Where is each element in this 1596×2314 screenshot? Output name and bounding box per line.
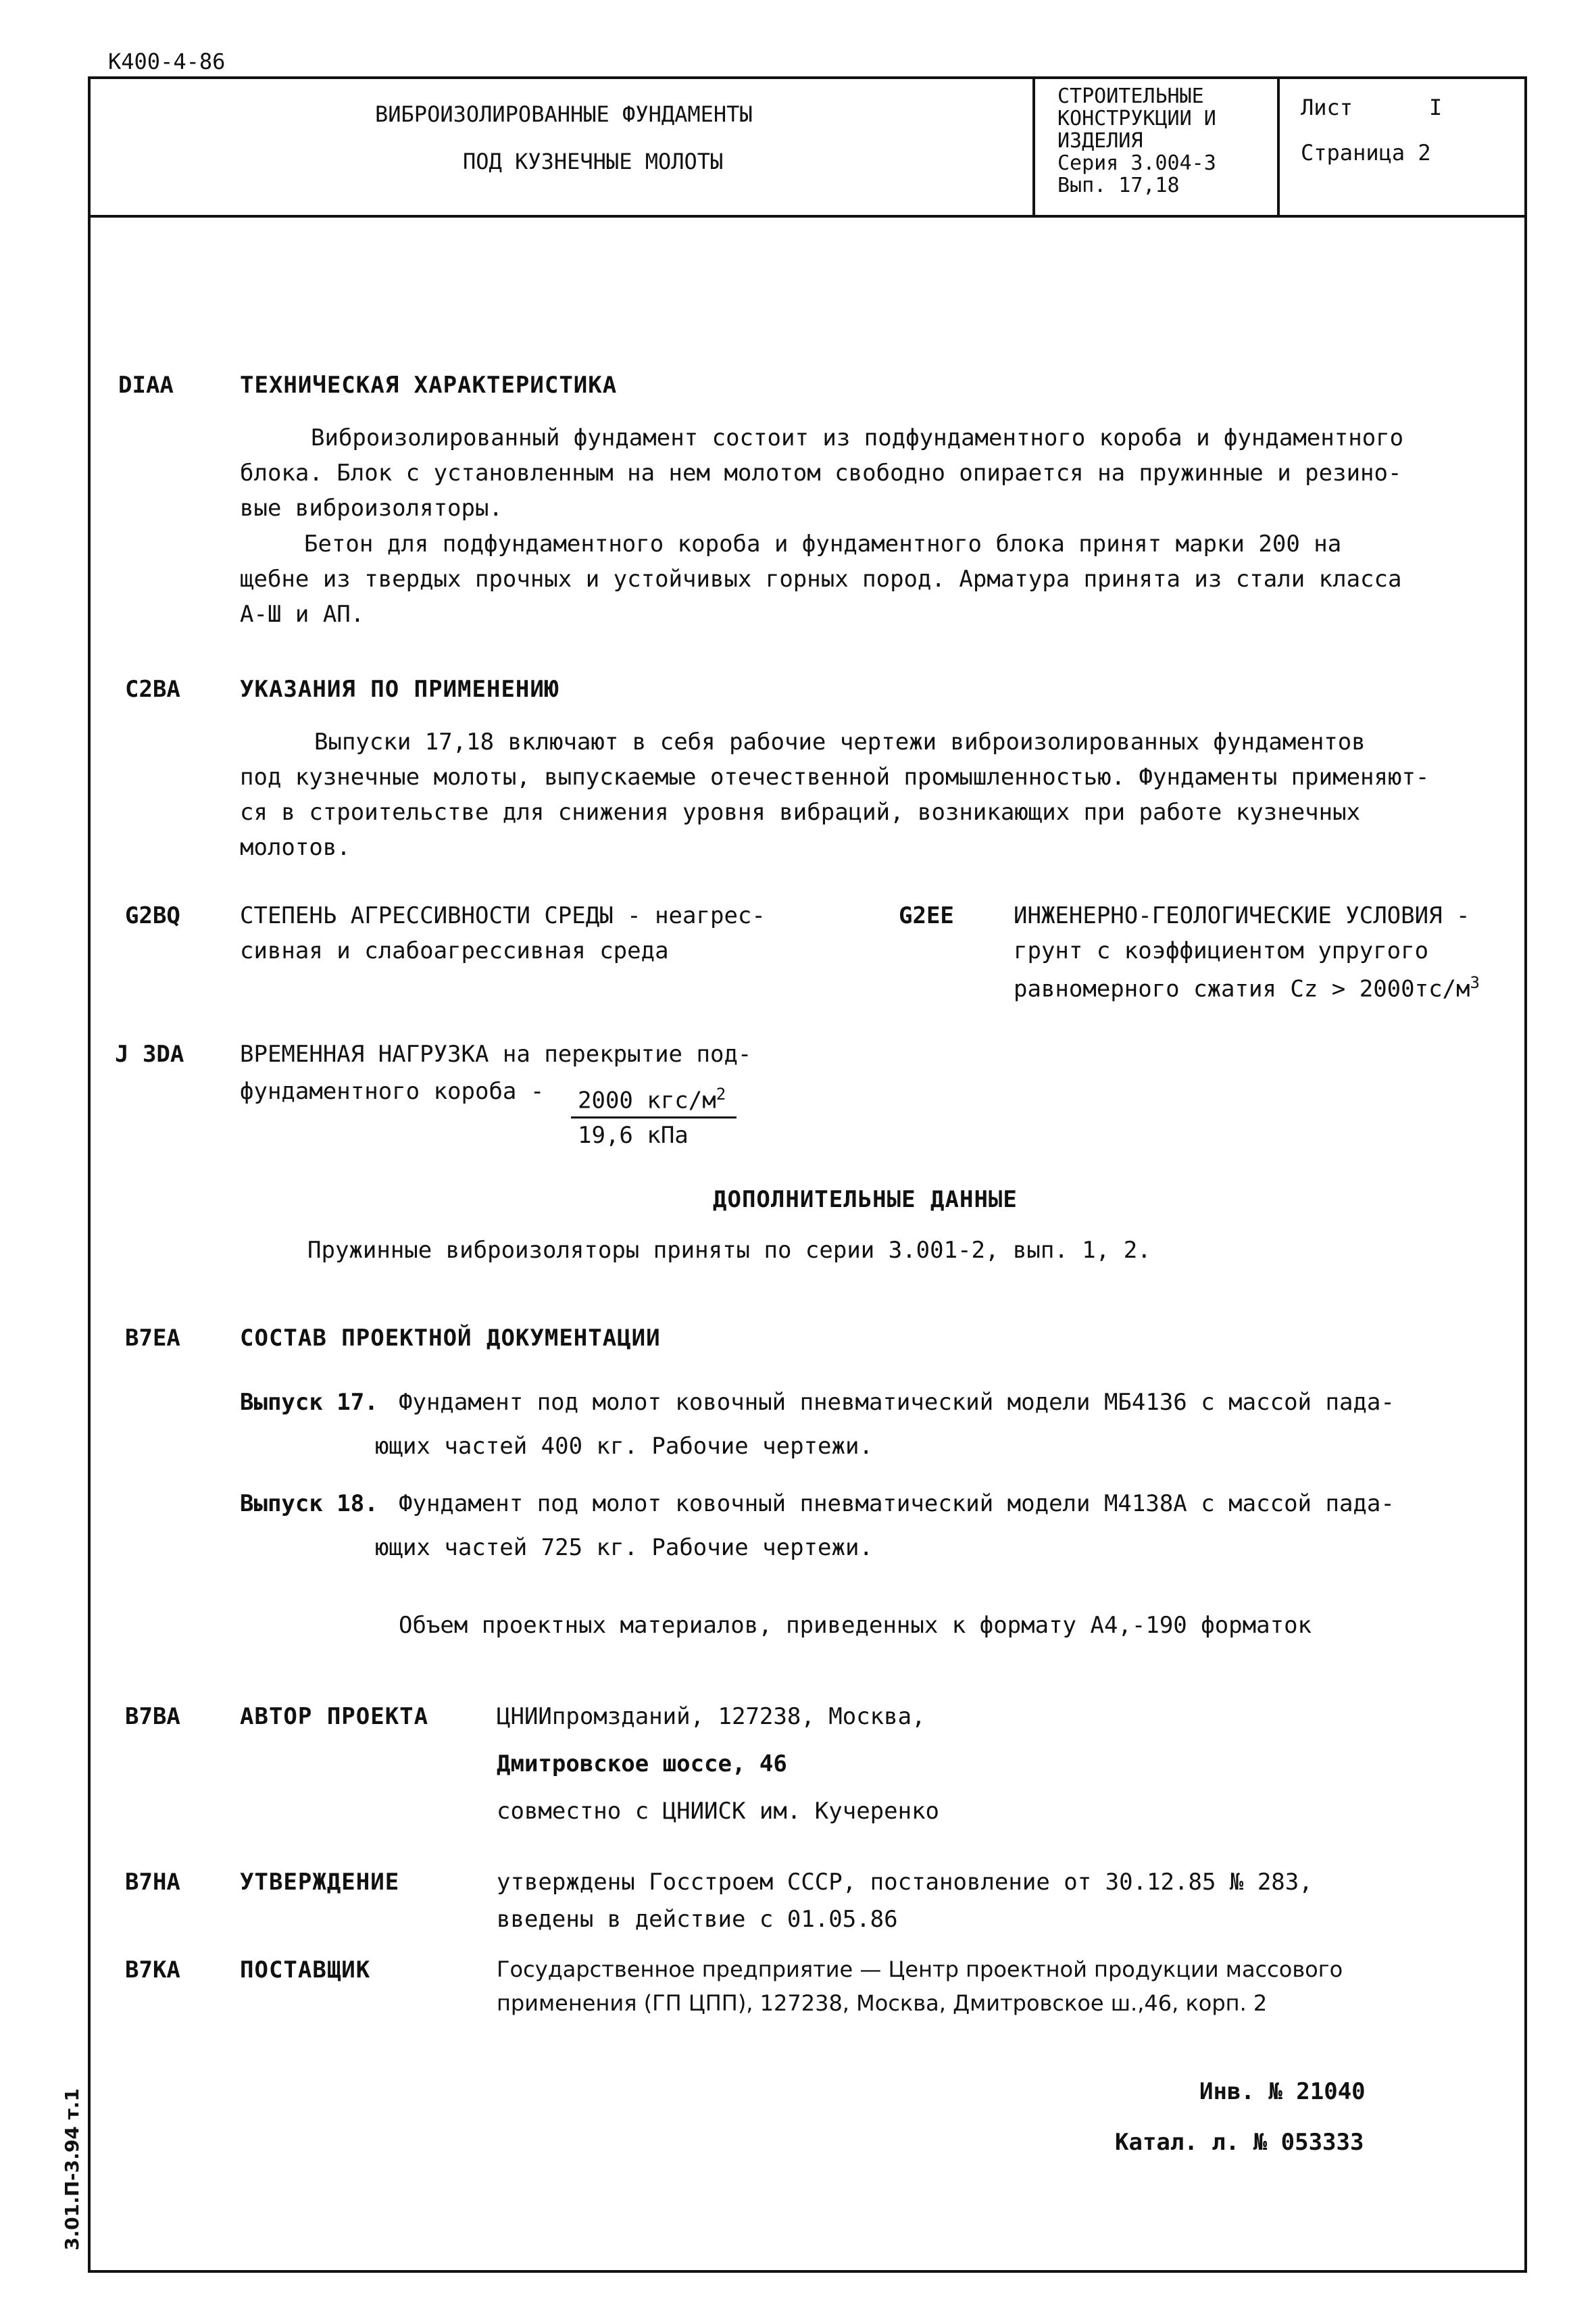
sheet-value: I [1429,95,1443,120]
extra-line: Пружинные виброизоляторы приняты по серии 3.001-2, вып. 1, 2. [307,1237,1151,1264]
header-divider-2 [1277,76,1280,216]
header-divider [88,215,1527,218]
tech-code: DIAA [118,372,174,399]
page-frame [88,76,1527,2273]
tech-line-5: щебне из твердых прочных и устойчивых горных пород. Арматура принята из стали класса [240,566,1402,593]
tech-line-4: Бетон для подфундаментного короба и фундаментного блока принят марки 200 на [304,531,1342,558]
approval-code: B7HA [125,1869,180,1896]
supplier-label: ПОСТАВЩИК [240,1956,371,1984]
header-series-line3: ИЗДЕЛИЯ [1057,129,1143,153]
load-code: J 3DA [115,1041,184,1068]
issue18-line-2: ющих частей 725 кг. Рабочие чертежи. [375,1534,873,1561]
load-fraction-bar [571,1116,737,1118]
volume-line: Объем проектных материалов, приведенных к формату А4,-190 форматок [399,1612,1312,1639]
tech-line-3: вые виброизоляторы. [240,495,503,522]
load-denominator: 19,6 кПа [578,1122,689,1149]
supplier-line-1: Государственное предприятие — Центр проектной продукции массового [497,1956,1343,1982]
issue17-label: Выпуск 17. [240,1389,378,1416]
inventory-number: Инв. № 21040 [1199,2078,1366,2105]
usage-line-1: Выпуски 17,18 включают в себя рабочие чертежи виброизолированных фундаментов [314,729,1366,756]
usage-line-3: ся в строительстве для снижения уровня вибраций, возникающих при работе кузнечных [240,799,1361,826]
tech-line-1: Виброизолированный фундамент состоит из подфундаментного короба и фундаментного [311,424,1404,451]
header-series-line4: Серия 3.004-3 [1057,151,1216,175]
usage-code: C2BA [125,676,180,703]
header-title-line2: ПОД КУЗНЕЧНЫЕ МОЛОТЫ [463,149,724,174]
geo-line-3 [1014,973,1480,1002]
tech-line-2: блока. Блок с установленным на нем молотом свободно опирается на пружинные и резино- [240,460,1402,487]
load-line-2: фундаментного короба - [240,1078,545,1105]
author-line-3: совместно с ЦНИИСК им. Кучеренко [497,1798,940,1825]
page-label: Страница 2 [1301,140,1431,166]
usage-line-2: под кузнечные молоты, выпускаемые отечественной промышленностью. Фундаменты применяют- [240,764,1430,791]
extra-title: ДОПОЛНИТЕЛЬНЫЕ ДАННЫЕ [713,1186,1018,1213]
approval-line-2: введены в действие с 01.05.86 [497,1906,898,1933]
usage-line-4: молотов. [240,834,351,861]
header-series-line2: КОНСТРУКЦИИ И [1057,107,1216,130]
docs-code: B7EA [125,1325,180,1352]
load-numerator [578,1085,726,1114]
side-stamp: 3.01.П-3.94 т.1 [61,2088,83,2250]
author-line-1: ЦНИИпромзданий, 127238, Москва, [497,1703,926,1730]
issue17-line-1: Фундамент под молот ковочный пневматический модели МБ4136 с массой пада- [399,1389,1395,1416]
issue17-line-2: ющих частей 400 кг. Рабочие чертежи. [375,1433,873,1460]
load-numerator-sup: 2 [716,1085,726,1104]
header-title-line1: ВИБРОИЗОЛИРОВАННЫЕ ФУНДАМЕНТЫ [375,101,753,127]
header-series-line1: СТРОИТЕЛЬНЫЕ [1057,84,1204,108]
sheet-label: Лист [1301,95,1353,120]
load-numerator-text: 2000 кгс/м [578,1087,716,1114]
author-line-2: Дмитровское шоссе, 46 [497,1750,787,1777]
geo-line-1: ИНЖЕНЕРНО-ГЕОЛОГИЧЕСКИЕ УСЛОВИЯ - [1014,902,1470,929]
catalog-number: Катал. л. № 053333 [1115,2129,1364,2156]
aggr-line-1: СТЕПЕНЬ АГРЕССИВНОСТИ СРЕДЫ - неагрес- [240,902,766,929]
issue18-line-1: Фундамент под молот ковочный пневматический модели М4138А с массой пада- [399,1490,1395,1517]
approval-line-1: утверждены Госстроем СССР, постановление от 30.12.85 № 283, [497,1869,1313,1896]
tech-line-6: А-Ш и АП. [240,601,365,628]
load-line-1: ВРЕМЕННАЯ НАГРУЗКА на перекрытие под- [240,1041,752,1068]
geo-code: G2EE [899,902,954,929]
supplier-code: B7KA [125,1956,180,1984]
issue18-label: Выпуск 18. [240,1490,378,1517]
document-number: К400-4-86 [108,49,226,74]
geo-line-3-sup: 3 [1470,973,1480,992]
aggr-code: G2BQ [125,902,180,929]
supplier-line-2: применения (ГП ЦПП), 127238, Москва, Дмитровское ш.,46, корп. 2 [497,1990,1268,2016]
author-label: АВТОР ПРОЕКТА [240,1703,429,1730]
header-divider-1 [1032,76,1035,216]
tech-title: ТЕХНИЧЕСКАЯ ХАРАКТЕРИСТИКА [240,372,618,399]
geo-line-2: грунт с коэффициентом упругого [1014,937,1429,964]
approval-label: УТВЕРЖДЕНИЕ [240,1869,400,1896]
aggr-line-2: сивная и слабоагрессивная среда [240,937,669,964]
geo-line-3-text: равномерного сжатия Cz > 2000тс/м [1014,975,1470,1003]
author-code: B7BA [125,1703,180,1730]
docs-title: СОСТАВ ПРОЕКТНОЙ ДОКУМЕНТАЦИИ [240,1325,661,1352]
header-series-line5: Вып. 17,18 [1057,174,1180,197]
usage-title: УКАЗАНИЯ ПО ПРИМЕНЕНИЮ [240,676,559,703]
